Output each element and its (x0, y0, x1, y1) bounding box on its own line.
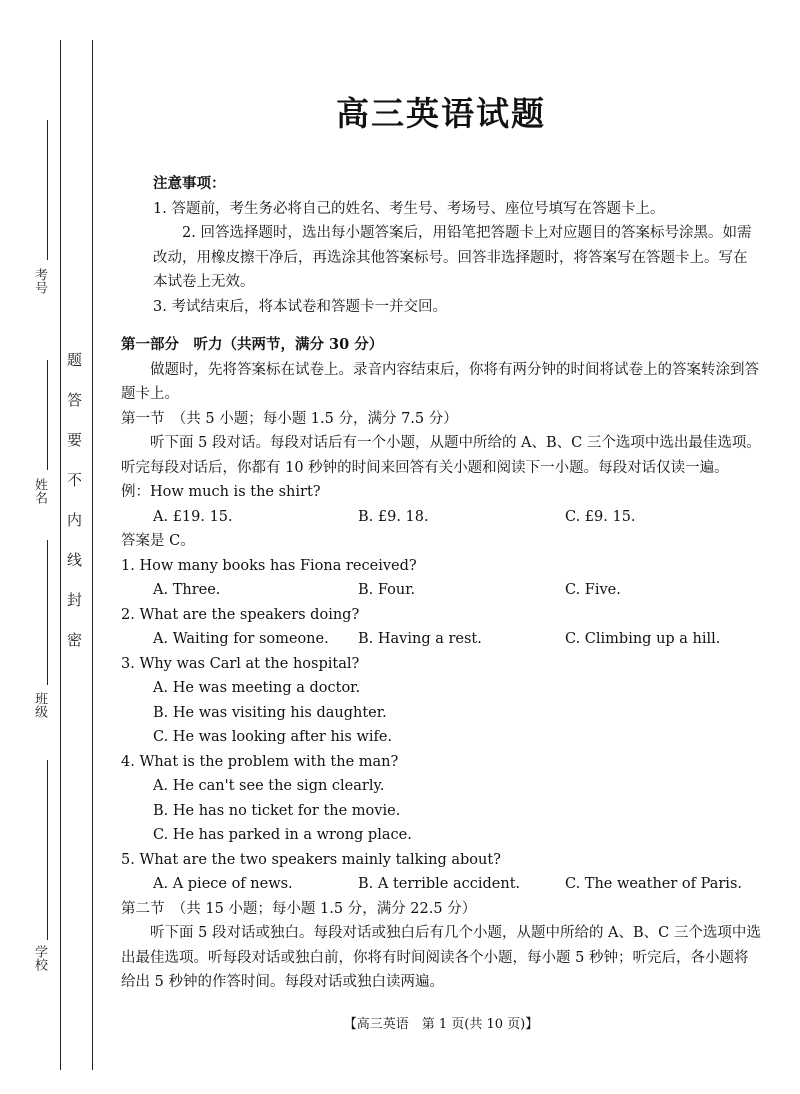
name-label: 姓名 (32, 478, 47, 504)
page-footer: 【高三英语 第 1 页(共 10 页)】 (343, 1017, 539, 1032)
question-1-options (121, 578, 761, 603)
school-label: 学校 (32, 945, 47, 971)
section1-heading: 第一节 （共 5 小题；每小题 1.5 分，满分 7.5 分） (121, 410, 458, 427)
class-label: 班级 (32, 692, 47, 718)
question-5: 5. What are the two speakers mainly talking about? (121, 851, 501, 868)
question-4: 4. What is the problem with the man? (121, 753, 399, 770)
binding-margin (0, 0, 100, 1094)
option-c: C. He has parked in a wrong place. (153, 827, 412, 843)
example-answer: 答案是 C。 (121, 533, 195, 549)
option-b: B. £9. 18. (358, 508, 429, 525)
seal-line-inner (60, 40, 61, 1070)
question-2: 2. What are the speakers doing? (121, 606, 360, 623)
option-b: B. He has no ticket for the movie. (153, 802, 401, 819)
section2-intro: 听下面 5 段对话或独白。每段对话或独白后有几个小题，从题中所给的 A、B、C 三个选项中选出最佳选项。听每段对话或独白前，你将有时间阅读各个小题，每小题 5 秒钟；听完后，各小题将给出 5 秒钟的作答时间。每段对话或独白读两遍。 (121, 925, 761, 990)
example-options (121, 505, 761, 530)
option-c: C. £9. 15. (565, 508, 636, 525)
option-b: B. Four. (358, 582, 416, 598)
question-3: 3. Why was Carl at the hospital? (121, 655, 360, 672)
option-a: A. Waiting for someone. (153, 631, 329, 647)
option-c: C. The weather of Paris. (565, 876, 742, 892)
section1-intro: 听下面 5 段对话。每段对话后有一个小题，从题中所给的 A、B、C 三个选项中选出最佳选项。听完每段对话后，你都有 10 秒钟的时间来回答有关小题和阅读下一小题。每段对话仅读一遍。 (121, 435, 761, 476)
question-1: 1. How many books has Fiona received? (121, 557, 417, 574)
part1-intro: 做题时，先将答案标在试卷上。录音内容结束后，你将有两分钟的时间将试卷上的答案转涂到答题卡上。 (121, 361, 759, 402)
option-a: A. He can't see the sign clearly. (153, 778, 385, 794)
example-question: 例：How much is the shirt? (121, 484, 321, 500)
option-a: A. Three. (153, 582, 221, 598)
option-c: C. Five. (565, 582, 621, 598)
section2-heading: 第二节 （共 15 小题；每小题 1.5 分，满分 22.5 分） (121, 900, 477, 917)
option-a: A. He was meeting a doctor. (153, 680, 361, 696)
option-c: C. He was looking after his wife. (153, 729, 393, 745)
question-2-options (121, 627, 761, 652)
option-c: C. Climbing up a hill. (565, 631, 721, 647)
option-a: A. A piece of news. (153, 876, 293, 892)
class-fill-line (47, 540, 48, 685)
seal-warning-text: 题 答 要 不 内 线 封 密 (67, 351, 83, 649)
option-a: A. £19. 15. (153, 508, 233, 525)
page-title: 高三英语试题 (336, 94, 546, 133)
option-b: B. Having a rest. (358, 631, 482, 647)
note-item: 1. 答题前，考生务必将自己的姓名、考生号、考场号、座位号填写在答题卡上。 (153, 200, 665, 217)
note-item: 3. 考试结束后，将本试卷和答题卡一并交回。 (153, 298, 447, 315)
exam-number-label: 考号 (32, 268, 47, 294)
notes-heading: 注意事项： (153, 175, 226, 192)
seal-line-outer (92, 40, 93, 1070)
exam-body (121, 172, 761, 995)
option-b: B. He was visiting his daughter. (153, 704, 387, 721)
question-5-options (121, 872, 761, 897)
option-b: B. A terrible accident. (358, 876, 521, 892)
part1-heading: 第一部分 听力（共两节，满分 30 分） (121, 336, 384, 353)
name-fill-line (47, 360, 48, 470)
note-item: 2. 回答选择题时，选出每小题答案后，用铅笔把答题卡上对应题目的答案标号涂黑。如需改动，用橡皮擦干净后，再选涂其他答案标号。回答非选择题时，将答案写在答题卡上。写在本试卷上无效。 (153, 225, 752, 290)
school-fill-line (47, 760, 48, 940)
exam-number-fill-line (47, 120, 48, 260)
